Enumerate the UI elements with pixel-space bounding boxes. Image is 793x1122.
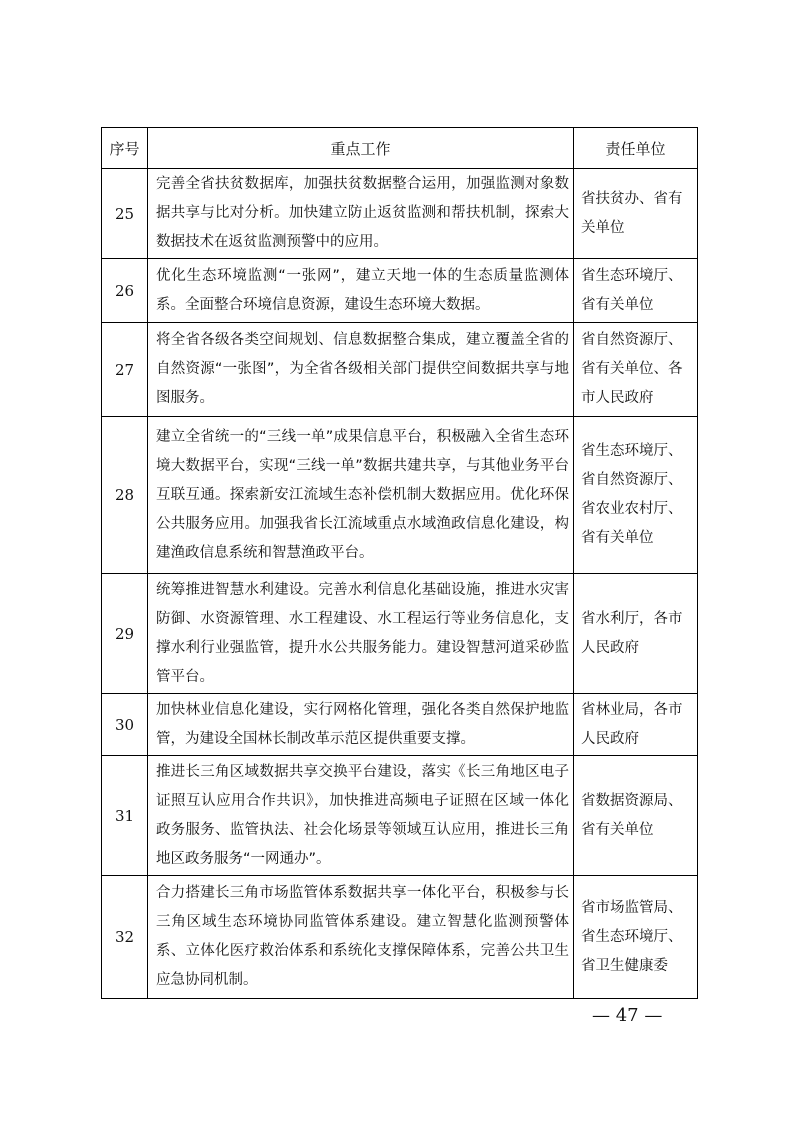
table-row (102, 259, 698, 323)
row-unit: 省市场监管局、省生态环境厅、省卫生健康委 (574, 876, 698, 999)
table-row (102, 756, 698, 876)
row-number: 31 (102, 756, 148, 876)
table-row (102, 694, 698, 756)
row-number: 29 (102, 574, 148, 694)
row-number: 32 (102, 876, 148, 999)
row-task: 加快林业信息化建设，实行网格化管理，强化各类自然保护地监管，为建设全国林长制改革示范区提供重要支撑。 (148, 694, 574, 756)
row-task: 优化生态环境监测“一张网”，建立天地一体的生态质量监测体系。全面整合环境信息资源，建设生态环境大数据。 (148, 259, 574, 323)
row-unit: 省数据资源局、省有关单位 (574, 756, 698, 876)
table-row (102, 417, 698, 574)
row-task: 推进长三角区域数据共享交换平台建设，落实《长三角地区电子证照互认应用合作共识》，加快推进高频电子证照在区域一体化政务服务、监管执法、社会化场景等领域互认应用，推进长三角地区政务服务“一网通办”。 (148, 756, 574, 876)
row-number: 25 (102, 169, 148, 259)
table-row (102, 169, 698, 259)
table-header-row (102, 128, 698, 169)
row-unit: 省自然资源厅、省有关单位、各市人民政府 (574, 323, 698, 417)
row-number: 27 (102, 323, 148, 417)
work-table (101, 127, 698, 999)
row-unit: 省生态环境厅、省自然资源厅、省农业农村厅、省有关单位 (574, 417, 698, 574)
row-task: 建立全省统一的“三线一单”成果信息平台，积极融入全省生态环境大数据平台，实现“三线一单”数据共建共享，与其他业务平台互联互通。探索新安江流域生态补偿机制大数据应用。优化环保公共服务应用。加强我省长江流域重点水域渔政信息化建设，构建渔政信息系统和智慧渔政平台。 (148, 417, 574, 574)
header-no: 序号 (102, 128, 148, 169)
row-unit: 省水利厅，各市人民政府 (574, 574, 698, 694)
row-task: 完善全省扶贫数据库，加强扶贫数据整合运用，加强监测对象数据共享与比对分析。加快建立防止返贫监测和帮扶机制，探索大数据技术在返贫监测预警中的应用。 (148, 169, 574, 259)
table-row (102, 876, 698, 999)
header-task: 重点工作 (148, 128, 574, 169)
row-task: 统筹推进智慧水利建设。完善水利信息化基础设施，推进水灾害防御、水资源管理、水工程建设、水工程运行等业务信息化，支撑水利行业强监管，提升水公共服务能力。建设智慧河道采砂监管平台。 (148, 574, 574, 694)
table-row (102, 323, 698, 417)
row-task: 合力搭建长三角市场监管体系数据共享一体化平台，积极参与长三角区域生态环境协同监管体系建设。建立智慧化监测预警体系、立体化医疗救治体系和系统化支撑保障体系，完善公共卫生应急协同机制。 (148, 876, 574, 999)
row-task: 将全省各级各类空间规划、信息数据整合集成，建立覆盖全省的自然资源“一张图”，为全省各级相关部门提供空间数据共享与地图服务。 (148, 323, 574, 417)
row-unit: 省生态环境厅、省有关单位 (574, 259, 698, 323)
row-number: 30 (102, 694, 148, 756)
page-number: — 47 — (592, 1005, 663, 1026)
row-unit: 省林业局，各市人民政府 (574, 694, 698, 756)
row-number: 28 (102, 417, 148, 574)
row-number: 26 (102, 259, 148, 323)
row-unit: 省扶贫办、省有关单位 (574, 169, 698, 259)
header-unit: 责任单位 (574, 128, 698, 169)
table-row (102, 574, 698, 694)
